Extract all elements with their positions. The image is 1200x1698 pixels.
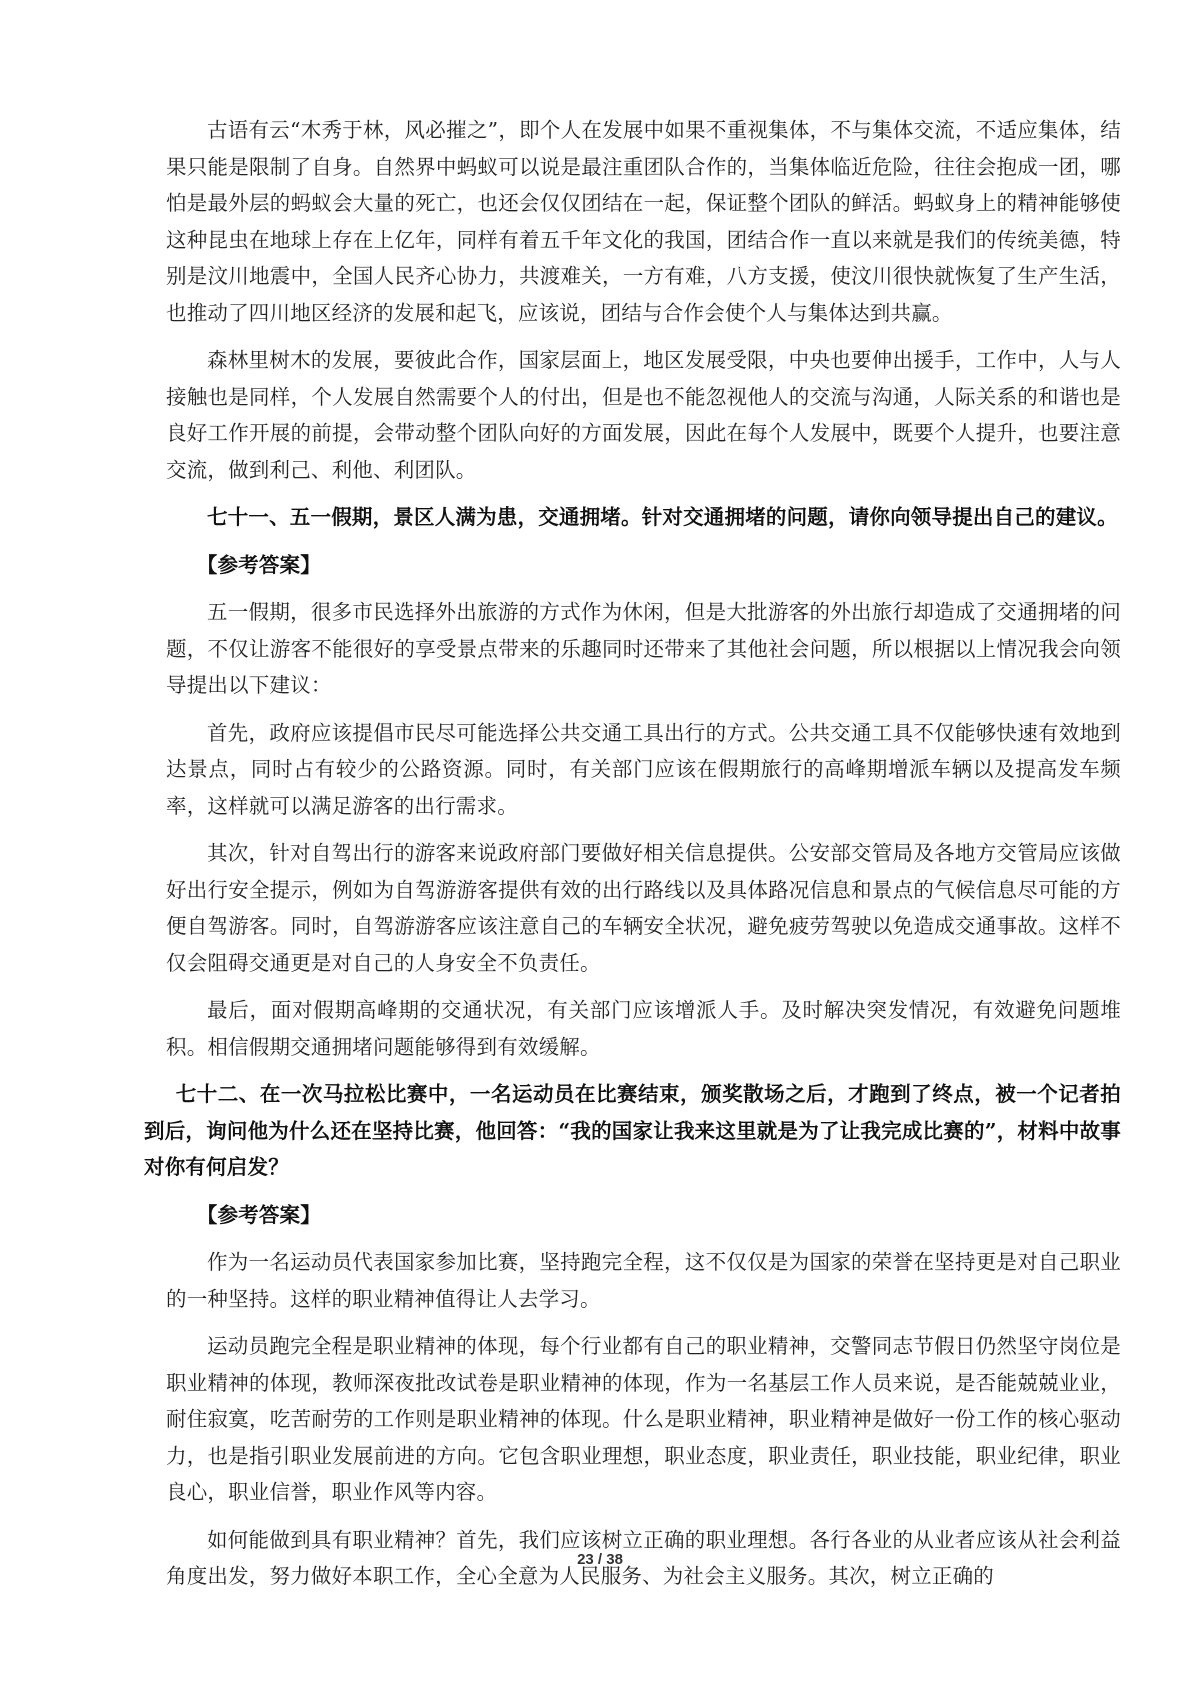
answer-heading: 【参考答案】 xyxy=(196,1202,321,1227)
body-paragraph: 森林里树木的发展，要彼此合作，国家层面上，地区发展受限，中央也要伸出援手，工作中，人与人接触也是同样，个人发展自然需要个人的付出，但是也不能忽视他人的交流与沟通，人际关系的和谐也是良好工作开展的前提，会带动整个团队向好的方面发展，因此在每个人发展中，既要个人提升，也要注意交流，做到利己、利他、利团队。 xyxy=(166,348,1121,482)
body-paragraph: 最后，面对假期高峰期的交通状况，有关部门应该增派人手。及时解决突发情况，有效避免问题堆积。相信假期交通拥堵问题能够得到有效缓解。 xyxy=(166,998,1121,1059)
answer-heading: 【参考答案】 xyxy=(196,552,321,577)
body-paragraph: 首先，政府应该提倡市民尽可能选择公共交通工具出行的方式。公共交通工具不仅能够快速有效地到达景点，同时占有较少的公路资源。同时，有关部门应该在假期旅行的高峰期增派车辆以及提高发车频率，这样就可以满足游客的出行需求。 xyxy=(166,720,1121,818)
body-paragraph: 其次，针对自驾出行的游客来说政府部门要做好相关信息提供。公安部交管局及各地方交管局应该做好出行安全提示，例如为自驾游游客提供有效的出行路线以及具体路况信息和景点的气候信息尽可能的方便自驾游客。同时，自驾游游客应该注意自己的车辆安全状况，避免疲劳驾驶以免造成交通事故。这样不仅会阻碍交通更是对自己的人身安全不负责任。 xyxy=(166,841,1121,975)
page-number: 23 / 38 xyxy=(577,1551,623,1568)
body-paragraph: 运动员跑完全程是职业精神的体现，每个行业都有自己的职业精神，交警同志节假日仍然坚守岗位是职业精神的体现，教师深夜批改试卷是职业精神的体现，作为一名基层工作人员来说，是否能兢兢业业，耐住寂寞，吃苦耐劳的工作则是职业精神的体现。什么是职业精神，职业精神是做好一份工作的核心驱动力，也是指引职业发展前进的方向。它包含职业理想，职业态度，职业责任，职业技能，职业纪律，职业良心，职业信誉，职业作风等内容。 xyxy=(166,1334,1121,1504)
question-heading: 七十一、五一假期，景区人满为患，交通拥堵。针对交通拥堵的问题，请你向领导提出自己的建议。 xyxy=(207,505,1118,529)
body-paragraph: 古语有云“木秀于林，风必摧之”，即个人在发展中如果不重视集体，不与集体交流，不适应集体，结果只能是限制了自身。自然界中蚂蚁可以说是最注重团队合作的，当集体临近危险，往往会抱成一团，哪怕是最外层的蚂蚁会大量的死亡，也还会仅仅团结在一起，保证整个团队的鲜活。蚂蚁身上的精神能够使这种昆虫在地球上存在上亿年，同样有着五千年文化的我国，团结合作一直以来就是我们的传统美德，特别是汶川地震中，全国人民齐心协力，共渡难关，一方有难，八方支援，使汶川很快就恢复了生产生活，也推动了四川地区经济的发展和起飞，应该说，团结与合作会使个人与集体达到共赢。 xyxy=(166,118,1121,325)
document-body xyxy=(144,112,1121,1606)
question-heading: 七十二、在一次马拉松比赛中，一名运动员在比赛结束，颁奖散场之后，才跑到了终点，被一个记者拍到后，询问他为什么还在坚持比赛，他回答：“我的国家让我来这里就是为了让我完成比赛的”，材料中故事对你有何启发？ xyxy=(144,1082,1121,1179)
body-paragraph: 五一假期，很多市民选择外出旅游的方式作为休闲，但是大批游客的外出旅行却造成了交通拥堵的问题，不仅让游客不能很好的享受景点带来的乐趣同时还带来了其他社会问题，所以根据以上情况我会向领导提出以下建议： xyxy=(166,600,1121,697)
body-paragraph: 作为一名运动员代表国家参加比赛，坚持跑完全程，这不仅仅是为国家的荣誉在坚持更是对自己职业的一种坚持。这样的职业精神值得让人去学习。 xyxy=(166,1250,1121,1311)
body-paragraph: 如何能做到具有职业精神？首先，我们应该树立正确的职业理想。各行各业的从业者应该从社会利益角度出发，努力做好本职工作，全心全意为人民服务、为社会主义服务。其次，树立正确的 xyxy=(166,1527,1121,1588)
